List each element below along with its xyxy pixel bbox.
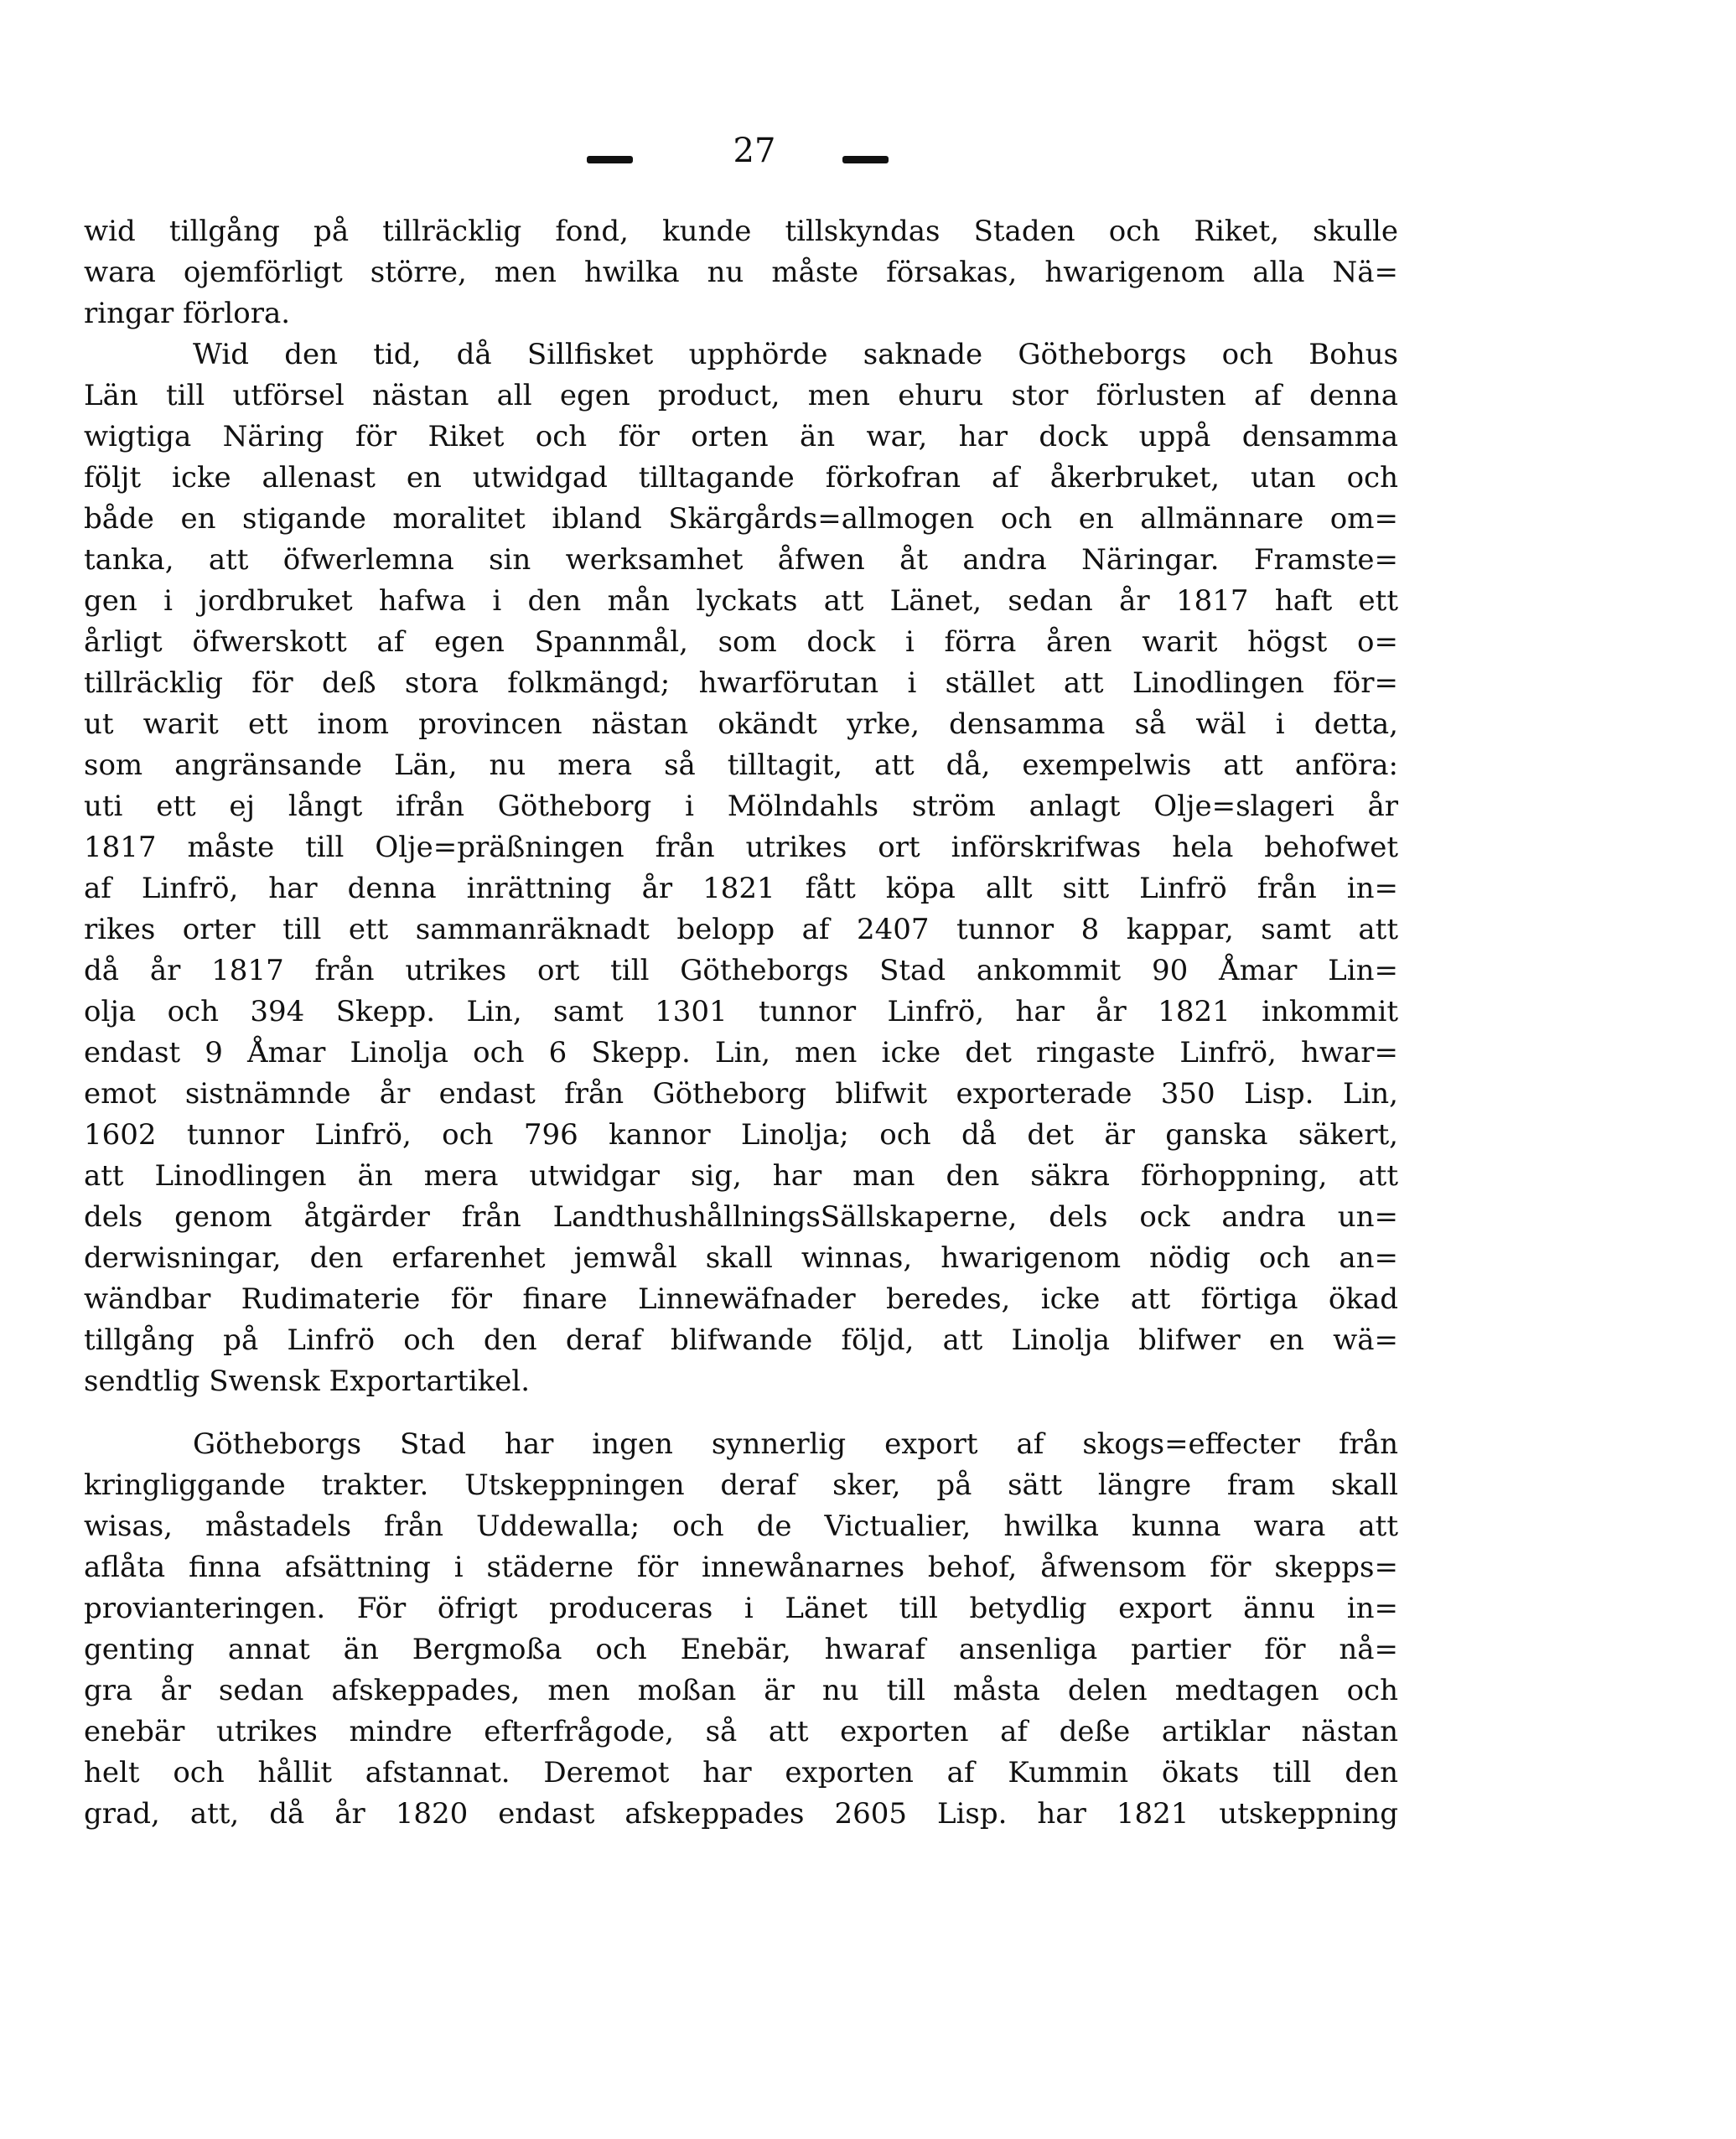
text-line: sendtlig Swensk Exportartikel. xyxy=(84,1365,531,1398)
text-line: endast 9 Åmar Linolja och 6 Skepp. Lin, men icke det ringaste Linfrö, hwar= xyxy=(84,1036,1398,1070)
text-line: då år 1817 från utrikes ort till Götheborgs Stad ankommit 90 Åmar Lin= xyxy=(84,954,1398,987)
text-line: wisas, måstadels från Uddewalla; och de Victualier, hwilka kunna wara att xyxy=(84,1510,1398,1543)
text-line: uti ett ej långt ifrån Götheborg i Mölndahls ström anlagt Olje=slageri år xyxy=(84,790,1398,823)
text-line: rikes orter till ett sammanräknadt belopp af 2407 tunnor 8 kappar, samt att xyxy=(84,913,1398,946)
body-text xyxy=(84,211,1398,1835)
text-line: emot sistnämnde år endast från Götheborg blifwit exporterade 350 Lisp. Lin, xyxy=(84,1077,1398,1111)
paragraph-3 xyxy=(84,1424,1398,1835)
text-line: 1817 måste till Olje=präßningen från utrikes ort införskrifwas hela behofwet xyxy=(84,831,1398,864)
text-line: grad, att, då år 1820 endast afskeppades 2605 Lisp. har 1821 utskeppning xyxy=(84,1797,1398,1831)
text-line: wigtiga Näring för Riket och för orten än war, har dock uppå densamma xyxy=(84,420,1398,453)
text-line: ringar förlora. xyxy=(84,297,291,330)
text-line: följt icke allenast en utwidgad tilltagande förkofran af åkerbruket, utan och xyxy=(84,461,1398,495)
text-line: Wid den tid, då Sillfisket upphörde saknade Götheborgs och Bohus xyxy=(193,338,1398,371)
text-line: årligt öfwerskott af egen Spannmål, som dock i förra åren warit högst o= xyxy=(84,625,1398,659)
text-line: som angränsande Län, nu mera så tilltagit, att då, exempelwis att anföra: xyxy=(84,748,1398,782)
header-rule-right xyxy=(842,156,889,163)
text-line: tillräcklig för deß stora folkmängd; hwarförutan i stället att Linodlingen för= xyxy=(84,666,1398,700)
header-rule-left xyxy=(587,156,633,163)
text-line: kringliggande trakter. Utskeppningen deraf sker, på sätt längre fram skall xyxy=(84,1468,1398,1502)
text-line: tanka, att öfwerlemna sin werksamhet åfwen åt andra Näringar. Framste= xyxy=(84,543,1398,577)
paragraph-2 xyxy=(84,334,1398,1402)
text-line: wändbar Rudimaterie för finare Linnewäfnader beredes, icke att förtiga ökad xyxy=(84,1282,1398,1316)
text-line: af Linfrö, har denna inrättning år 1821 fått köpa allt sitt Linfrö från in= xyxy=(84,872,1398,905)
text-line: olja och 394 Skepp. Lin, samt 1301 tunnor Linfrö, har år 1821 inkommit xyxy=(84,995,1398,1028)
text-line: helt och hållit afstannat. Deremot har exporten af Kummin ökats till den xyxy=(84,1756,1398,1789)
text-line: wara ojemförligt större, men hwilka nu måste försakas, hwarigenom alla Nä= xyxy=(84,256,1398,289)
text-line: gra år sedan afskeppades, men moßan är nu till måsta delen medtagen och xyxy=(84,1674,1398,1707)
text-line: 1602 tunnor Linfrö, och 796 kannor Linolja; och då det är ganska säkert, xyxy=(84,1118,1398,1152)
text-line: enebär utrikes mindre efterfrågode, så att exporten af deße artiklar nästan xyxy=(84,1715,1398,1748)
text-line: gen i jordbruket hafwa i den mån lyckats att Länet, sedan år 1817 haft ett xyxy=(84,584,1398,618)
text-line: aflåta finna afsättning i städerne för innewånarnes behof, åfwensom för skepps= xyxy=(84,1551,1398,1584)
page-number: 27 xyxy=(733,132,776,170)
text-line: tillgång på Linfrö och den deraf blifwande följd, att Linolja blifwer en wä= xyxy=(84,1323,1398,1357)
paragraph-gap xyxy=(84,1402,1398,1424)
text-line: Götheborgs Stad har ingen synnerlig export af skogs=effecter från xyxy=(193,1427,1398,1461)
text-line: genting annat än Bergmoßa och Enebär, hwaraf ansenliga partier för nå= xyxy=(84,1633,1398,1666)
page-header xyxy=(0,126,1736,176)
text-line: dels genom åtgärder från LandthushållningsSällskaperne, dels ock andra un= xyxy=(84,1200,1398,1234)
text-line: derwisningar, den erfarenhet jemwål skall winnas, hwarigenom nödig och an= xyxy=(84,1241,1398,1275)
text-line: wid tillgång på tillräcklig fond, kunde tillskyndas Staden och Riket, skulle xyxy=(84,215,1398,248)
text-line: ut warit ett inom provincen nästan okändt yrke, densamma så wäl i detta, xyxy=(84,707,1398,741)
text-line: provianteringen. För öfrigt produceras i Länet till betydlig export ännu in= xyxy=(84,1592,1398,1625)
paragraph-1 xyxy=(84,211,1398,334)
text-line: att Linodlingen än mera utwidgar sig, har man den säkra förhoppning, att xyxy=(84,1159,1398,1193)
text-line: både en stigande moralitet ibland Skärgårds=allmogen och en allmännare om= xyxy=(84,502,1398,536)
text-line: Län till utförsel nästan all egen product, men ehuru stor förlusten af denna xyxy=(84,379,1398,412)
